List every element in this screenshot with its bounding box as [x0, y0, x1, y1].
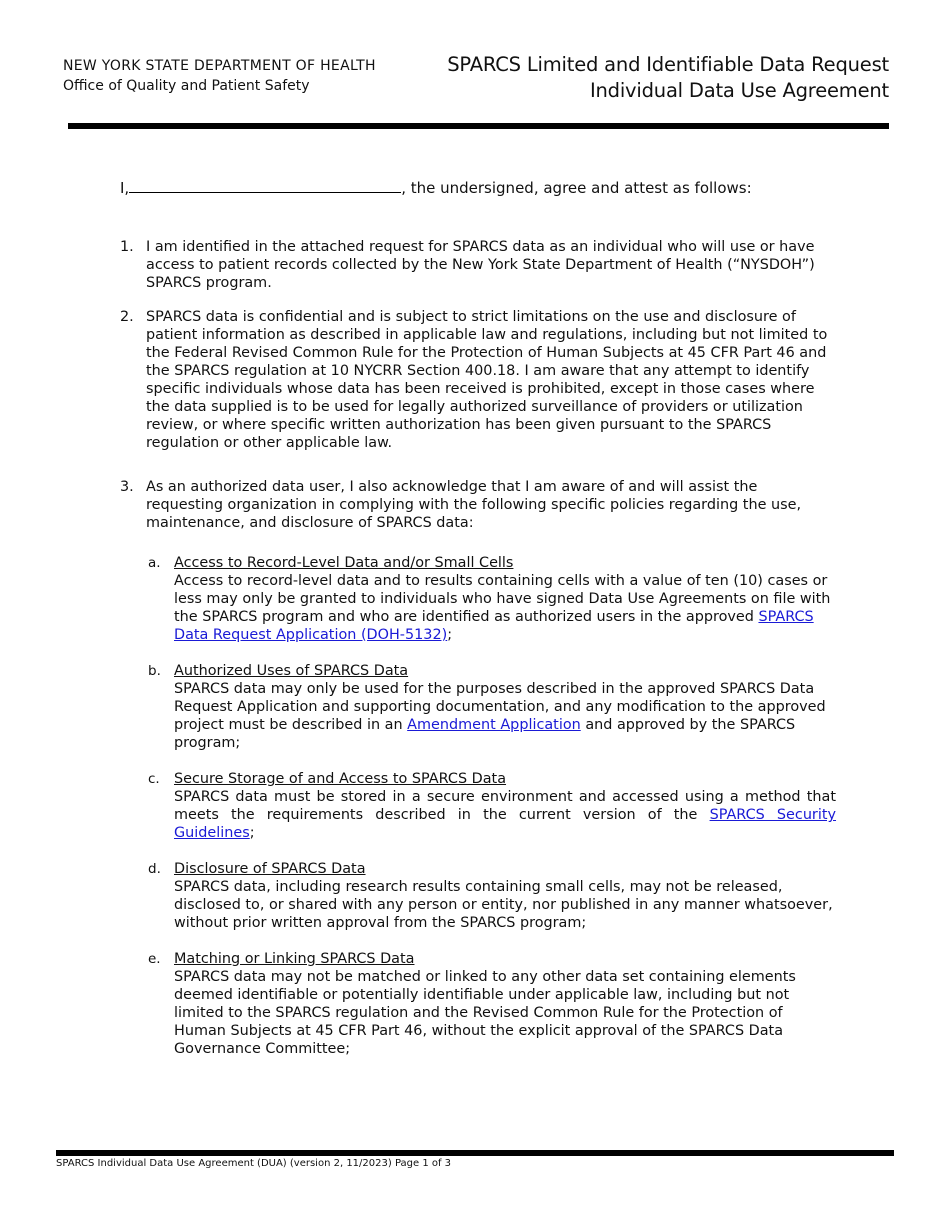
document-title-line2: Individual Data Use Agreement [589, 79, 889, 102]
policy-text: SPARCS data may not be matched or linked to any other data set containing elements deemed identifiable or potentially identifiable under applicable law, including but not limited to the SPARCS regulation and the Revised Common Rule for the Protection of Human Subjects at 45 CFR Part 46, without the explicit approval of the SPARCS Data Governance Committee; [174, 969, 796, 1057]
list-item [120, 308, 836, 452]
sparcs-link[interactable]: SPARCS [758, 609, 814, 625]
data-request-application-link[interactable]: Data Request Application (DOH-5132) [174, 627, 448, 643]
page-footer: SPARCS Individual Data Use Agreement (DUA) (version 2, 11/2023) Page 1 of 3 [56, 1158, 452, 1169]
amendment-application-link[interactable]: Amendment Application [407, 717, 581, 733]
policy-text: SPARCS data, including research results containing small cells, may not be released, disclosed to, or shared with any person or entity, nor published in any manner whatsoever, without prior written approval from the SPARCS program; [174, 879, 833, 931]
item-number: 1. [120, 239, 134, 255]
item-number: 2. [120, 309, 134, 325]
list-item [120, 238, 836, 292]
policy-title: Secure Storage of and Access to SPARCS Data [174, 771, 507, 787]
item-letter: a. [148, 555, 161, 571]
item-letter: c. [148, 771, 160, 787]
policy-title: Access to Record-Level Data and/or Small Cells [174, 555, 514, 571]
policy-title: Disclosure of SPARCS Data [174, 861, 366, 877]
attestation-prefix: I, [120, 179, 130, 197]
item-letter: b. [148, 663, 161, 679]
policy-item-c [120, 770, 836, 842]
agreement-body [120, 238, 836, 1074]
policy-list [120, 554, 836, 1058]
agency-header [63, 56, 376, 96]
policy-title: Authorized Uses of SPARCS Data [174, 663, 409, 679]
item-text: SPARCS data is confidential and is subject to strict limitations on the use and disclosure of patient information as described in applicable law and regulations, including but not limited to the Federal Revised Common Rule for the Protection of Human Subjects at 45 CFR Part 46 and the SPARCS regulation at 10 NYCRR Section 400.18. I am aware that any attempt to identify specific individuals whose data has been received is prohibited, except in those cases where the data supplied is to be used for legally authorized surveillance of providers or utilization review, or where specific written authorization has been given pursuant to the SPARCS regulation or other applicable law. [146, 309, 828, 451]
footer-divider [56, 1150, 894, 1156]
policy-item-a [120, 554, 836, 644]
department-name: NEW YORK STATE DEPARTMENT OF HEALTH [63, 58, 376, 74]
policy-text: Access to record-level data and to results containing cells with a value of ten (10) cases or less may only be granted to individuals who have signed Data Use Agreements on file with the SPARCS program and who are identified as authorized users in the approved SPARCS Data Request Application (DOH-5132); [174, 573, 831, 643]
item-text: As an authorized data user, I also acknowledge that I am aware of and will assist the requesting organization in complying with the following specific policies regarding the use, maintenance, and disclosure of SPARCS data: [146, 479, 802, 531]
item-text: I am identified in the attached request for SPARCS data as an individual who will use or have access to patient records collected by the New York State Department of Health (“NYSDOH”) SPARCS program. [146, 239, 815, 291]
policy-text: SPARCS data may only be used for the purposes described in the approved SPARCS Data Request Application and supporting documentation, and any modification to the approved project must be described in an Amendment Application and approved by the SPARCS program; [174, 681, 826, 751]
header-divider [68, 123, 889, 129]
item-number: 3. [120, 479, 134, 495]
item-letter: e. [148, 951, 161, 967]
policy-text: SPARCS data must be stored in a secure environment and accessed using a method that meets the requirements described in the current version of the SPARCS Security Guidelines; [174, 789, 837, 841]
document-title [447, 52, 889, 104]
policy-title: Matching or Linking SPARCS Data [174, 951, 415, 967]
office-name: Office of Quality and Patient Safety [63, 78, 310, 94]
name-blank-field[interactable] [129, 177, 401, 193]
policy-item-e [120, 950, 836, 1058]
policy-item-b [120, 662, 836, 752]
document-title-line1: SPARCS Limited and Identifiable Data Request [447, 53, 889, 76]
policy-item-d [120, 860, 836, 932]
item-letter: d. [148, 861, 161, 877]
attestation-suffix: , the undersigned, agree and attest as follows: [401, 179, 752, 197]
attestation-line [120, 177, 752, 198]
security-guidelines-link[interactable]: SPARCS Security Guidelines [174, 807, 837, 841]
list-item [120, 478, 836, 1058]
